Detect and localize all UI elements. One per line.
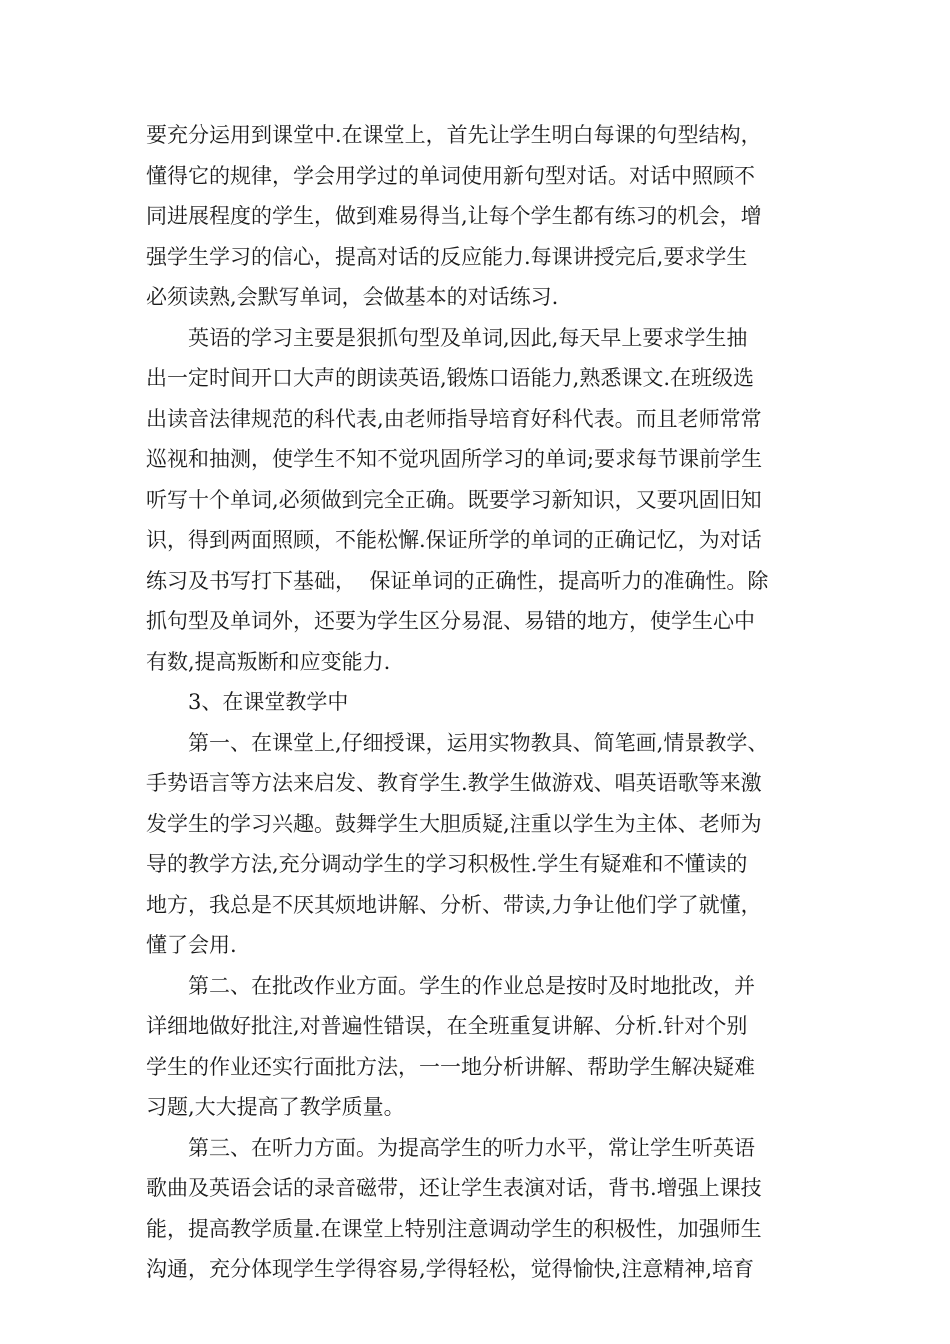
text-line: 地方，我总是不厌其烦地讲解、分析、带读,力争让他们学了就懂， [146, 892, 762, 917]
text-line: 发学生的学习兴趣。鼓舞学生大胆质疑,注重以学生为主体、老师为 [146, 811, 762, 836]
text-line: 识，得到两面照顾，不能松懈.保证所学的单词的正确记忆，为对话 [146, 528, 762, 552]
text-line: 巡视和抽测，使学生不知不觉巩固所学习的单词;要求每节课前学生 [146, 447, 763, 471]
text-line: 歌曲及英语会话的录音磁带，还让学生表演对话，背书.增强上课技 [146, 1176, 762, 1200]
text-line: 能，提高教学质量.在课堂上特别注意调动学生的积极性，加强师生 [146, 1216, 762, 1241]
text-line: 详细地做好批注,对普遍性错误，在全班重复讲解、分析.针对个别 [146, 1014, 748, 1038]
text-line: 懂得它的规律，学会用学过的单词使用新句型对话。对话中照顾不 [146, 163, 755, 188]
text-line: 第一、在课堂上,仔细授课，运用实物教具、简笔画,情景教学、 [146, 730, 769, 755]
text-line: 强学生学习的信心，提高对话的反应能力.每课讲授完后,要求学生 [146, 244, 748, 269]
text-line: 出一定时间开口大声的朗读英语,锻炼口语能力,熟悉课文.在班级选 [146, 366, 755, 390]
text-line: 听写十个单词,必须做到完全正确。既要学习新知识，又要巩固旧知 [146, 487, 762, 512]
text-line: 出读音法律规范的科代表,由老师指导培育好科代表。而且老师常常 [146, 406, 762, 431]
text-line: 沟通，充分体现学生学得容易,学得轻松，觉得愉快,注意精神,培育 [146, 1257, 755, 1281]
text-line: 抓句型及单词外，还要为学生区分易混、易错的地方，使学生心中 [146, 609, 755, 633]
text-line: 懂了会用. [146, 933, 237, 957]
text-line: 导的教学方法,充分调动学生的学习积极性.学生有疑难和不懂读的 [146, 852, 748, 876]
text-line: 第二、在批改作业方面。学生的作业总是按时及时地批改，并 [146, 973, 755, 998]
text-line: 手势语言等方法来启发、教育学生.教学生做游戏、唱英语歌等来激 [146, 771, 762, 795]
text-line: 必须读熟,会默写单词，会做基本的对话练习. [146, 285, 559, 309]
text-line: 习题,大大提高了教学质量。 [146, 1095, 405, 1119]
text-line: 英语的学习主要是狠抓句型及单词,因此,每天早上要求学生抽 [146, 325, 748, 350]
document-body [146, 115, 806, 1290]
text-line: 要充分运用到课堂中.在课堂上，首先让学生明白每课的句型结构， [146, 123, 762, 147]
text-line: 练习及书写打下基础， 保证单词的正确性，提高听力的准确性。除 [146, 568, 769, 593]
text-line: 有数,提高叛断和应变能力. [146, 649, 391, 674]
text-line: 学生的作业还实行面批方法，一一地分析讲解、帮助学生解决疑难 [146, 1054, 755, 1079]
text-line: 第三、在听力方面。为提高学生的听力水平，常让学生听英语 [146, 1135, 755, 1160]
text-line: 同进展程度的学生，做到难易得当,让每个学生都有练习的机会，增 [146, 204, 762, 228]
section-heading: 3、在课堂教学中 [146, 690, 349, 714]
